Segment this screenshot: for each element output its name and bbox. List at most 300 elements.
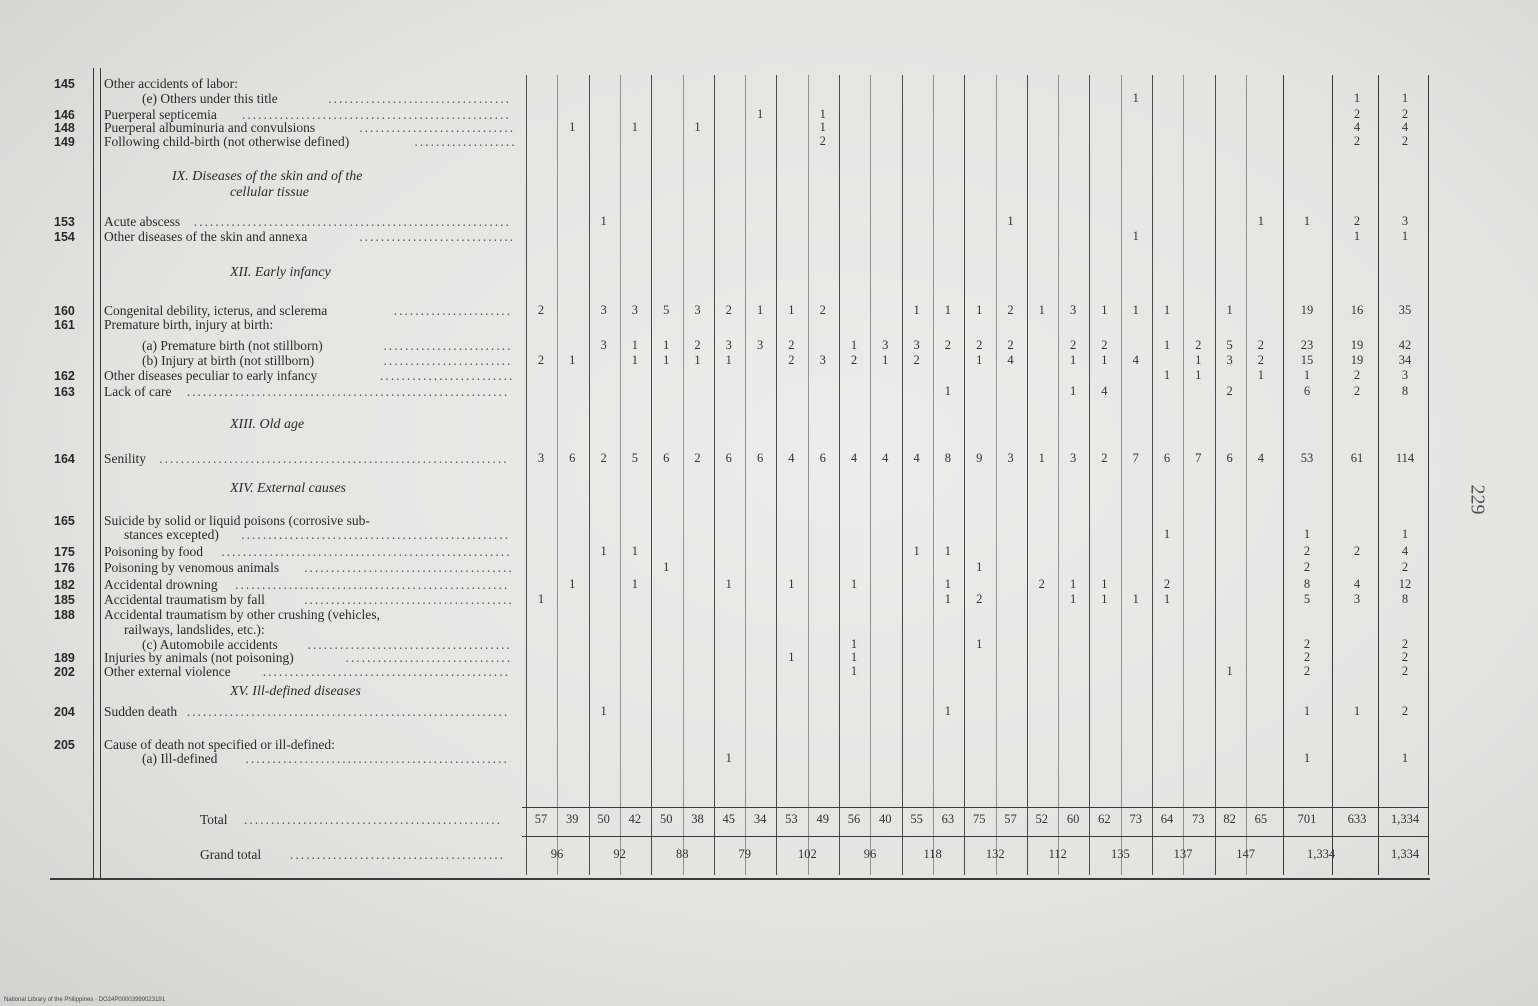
dot-leader: .............................................. xyxy=(262,664,510,679)
table-cell: 1 xyxy=(631,577,639,591)
row-number: 148 xyxy=(54,121,75,135)
total-cell: 16 xyxy=(1350,303,1364,317)
table-cell: 4 xyxy=(1101,384,1108,398)
total-cell: 1 xyxy=(1303,751,1311,765)
column-divider xyxy=(557,75,558,875)
column-divider xyxy=(1058,75,1059,875)
total-cell: 19 xyxy=(1350,353,1364,367)
total-cell: 35 xyxy=(1398,303,1412,317)
grand-total-cell: 88 xyxy=(675,847,689,861)
table-cell: 3 xyxy=(600,303,607,317)
column-divider xyxy=(870,75,871,875)
total-row-cell: 53 xyxy=(785,812,798,826)
table-cell: 1 xyxy=(1163,592,1171,606)
total-row-sum: 701 xyxy=(1297,812,1317,826)
dot-leader: ................................................... xyxy=(235,577,510,592)
total-cell: 2 xyxy=(1353,134,1361,148)
row-label: Sudden death xyxy=(104,704,178,719)
table-cell: 1 xyxy=(663,338,670,352)
row-label: Other diseases peculiar to early infancy xyxy=(104,368,318,383)
table-cell: 1 xyxy=(788,650,795,664)
row-number: 154 xyxy=(54,230,75,244)
total-row-cell: 55 xyxy=(910,812,923,826)
row-label: Senility xyxy=(104,451,147,466)
dot-leader: ....................................... xyxy=(304,560,514,575)
table-cell: 2 xyxy=(788,353,795,367)
column-divider xyxy=(1027,75,1028,875)
table-cell: 1 xyxy=(944,704,952,718)
total-cell: 19 xyxy=(1350,338,1364,352)
table-cell: 1 xyxy=(569,120,576,134)
table-cell: 2 xyxy=(1069,338,1077,352)
table-cell: 2 xyxy=(1007,303,1014,317)
table-cell: 2 xyxy=(819,134,826,148)
table-cell: 1 xyxy=(631,353,639,367)
table-cell: 1 xyxy=(1101,303,1108,317)
total-rule xyxy=(522,807,1428,808)
table-cell: 1 xyxy=(725,577,732,591)
table-cell: 1 xyxy=(663,560,670,574)
table-cell: 3 xyxy=(537,451,545,465)
table-cell: 1 xyxy=(756,303,764,317)
row-label: (a) Ill-defined xyxy=(142,751,218,766)
table-cell: 8 xyxy=(944,451,952,465)
dot-leader: ...................................................... xyxy=(221,544,512,559)
table-cell: 2 xyxy=(537,353,545,367)
table-cell: 1 xyxy=(944,303,952,317)
total-cell: 4 xyxy=(1401,544,1409,558)
table-cell: 2 xyxy=(913,353,920,367)
row-label: railways, landslides, etc.): xyxy=(124,622,265,637)
dot-leader: ............................... xyxy=(345,650,513,665)
dot-leader: ............................................................ xyxy=(186,384,510,399)
total-cell: 1 xyxy=(1303,704,1311,718)
table-cell: 1 xyxy=(1163,527,1171,541)
dot-leader: ............................. xyxy=(359,120,516,135)
total-cell: 61 xyxy=(1350,451,1364,465)
grand-total-sum: 1,334 xyxy=(1390,847,1420,861)
section-heading: XIV. External causes xyxy=(230,481,346,496)
row-number: 146 xyxy=(54,108,75,122)
total-cell: 2 xyxy=(1353,384,1361,398)
section-heading: XIII. Old age xyxy=(230,417,305,432)
table-cell: 2 xyxy=(1257,338,1265,352)
section-heading: XII. Early infancy xyxy=(230,265,331,280)
column-divider xyxy=(902,75,903,875)
table-cell: 2 xyxy=(1038,577,1045,591)
total-cell: 34 xyxy=(1398,353,1412,367)
dot-leader: ....................................... xyxy=(304,592,514,607)
table-cell: 1 xyxy=(631,338,639,352)
total-row-cell: 64 xyxy=(1160,812,1174,826)
total-cell: 8 xyxy=(1401,384,1409,398)
label-divider xyxy=(100,68,101,878)
column-divider xyxy=(964,75,965,875)
column-divider xyxy=(1183,75,1184,875)
total-cell: 5 xyxy=(1303,592,1311,606)
grand-total-cell: 96 xyxy=(863,847,877,861)
table-cell: 4 xyxy=(1132,353,1139,367)
column-divider xyxy=(620,75,621,875)
total-row-cell: 40 xyxy=(879,812,892,826)
row-label: Poisoning by food xyxy=(104,544,204,559)
total-row-sum: 633 xyxy=(1347,812,1367,826)
table-cell: 4 xyxy=(882,451,889,465)
table-cell: 2 xyxy=(1226,384,1233,398)
table-cell: 2 xyxy=(976,592,983,606)
total-cell: 1 xyxy=(1303,368,1311,382)
table-cell: 5 xyxy=(1226,338,1233,352)
column-divider xyxy=(526,75,527,875)
total-row-cell: 57 xyxy=(1004,812,1017,826)
table-cell: 1 xyxy=(1038,451,1045,465)
dot-leader: ........................................................... xyxy=(193,214,511,229)
row-label: Other accidents of labor: xyxy=(104,76,238,91)
table-cell: 1 xyxy=(1257,214,1265,228)
row-number: 189 xyxy=(54,651,75,665)
total-cell: 2 xyxy=(1401,664,1409,678)
table-cell: 3 xyxy=(1069,303,1077,317)
total-cell: 114 xyxy=(1395,451,1415,465)
table-cell: 3 xyxy=(600,338,607,352)
table-cell: 1 xyxy=(1069,577,1077,591)
total-row-cell: 49 xyxy=(816,812,829,826)
total-row-cell: 63 xyxy=(941,812,955,826)
bottom-rule xyxy=(50,878,1430,880)
table-cell: 1 xyxy=(1195,368,1202,382)
dot-leader: ........................ xyxy=(383,353,513,368)
row-label: Injuries by animals (not poisoning) xyxy=(104,650,294,665)
totals-divider xyxy=(1428,75,1429,875)
row-label: Puerperal septicemia xyxy=(104,107,217,122)
table-cell: 3 xyxy=(882,338,889,352)
table-cell: 1 xyxy=(1038,303,1045,317)
total-row-cell: 75 xyxy=(972,812,986,826)
table-cell: 1 xyxy=(725,353,732,367)
total-cell: 3 xyxy=(1353,592,1361,606)
table-cell: 1 xyxy=(663,353,670,367)
table-cell: 1 xyxy=(850,577,858,591)
column-divider xyxy=(933,75,934,875)
table-cell: 3 xyxy=(725,338,732,352)
column-divider xyxy=(1089,75,1090,875)
row-label: Poisoning by venomous animals xyxy=(104,560,280,575)
table-cell: 1 xyxy=(1226,664,1233,678)
grand-total-cell: 102 xyxy=(798,847,817,861)
total-row-cell: 34 xyxy=(753,812,767,826)
total-row-cell: 62 xyxy=(1098,812,1111,826)
total-cell: 6 xyxy=(1303,384,1311,398)
table-cell: 1 xyxy=(756,107,764,121)
table-cell: 9 xyxy=(976,451,983,465)
row-number-divider xyxy=(93,68,94,878)
row-label: Lack of care xyxy=(104,384,172,399)
table-cell: 2 xyxy=(537,303,545,317)
row-number: 160 xyxy=(54,304,75,318)
row-number: 145 xyxy=(54,77,75,91)
total-cell: 2 xyxy=(1401,704,1409,718)
row-number: 176 xyxy=(54,561,75,575)
dot-leader: ........................ xyxy=(383,338,513,353)
table-cell: 2 xyxy=(1007,338,1014,352)
table-cell: 1 xyxy=(850,664,858,678)
total-cell: 4 xyxy=(1353,120,1361,134)
total-cell: 8 xyxy=(1401,592,1409,606)
table-cell: 6 xyxy=(819,451,826,465)
total-cell: 1 xyxy=(1401,751,1409,765)
table-cell: 1 xyxy=(537,592,545,606)
section-heading: IX. Diseases of the skin and of the xyxy=(172,169,363,184)
table-cell: 3 xyxy=(694,303,701,317)
total-cell: 15 xyxy=(1300,353,1314,367)
table-cell: 2 xyxy=(600,451,607,465)
table-cell: 1 xyxy=(600,544,607,558)
row-number: 185 xyxy=(54,593,75,607)
total-row-cell: 42 xyxy=(628,812,642,826)
row-number: 162 xyxy=(54,369,75,383)
table-cell: 6 xyxy=(725,451,732,465)
row-label: Other diseases of the skin and annexa xyxy=(104,229,308,244)
grand-total-cell: 79 xyxy=(738,847,752,861)
table-cell: 1 xyxy=(976,353,983,367)
table-cell: 1 xyxy=(1132,229,1139,243)
row-label: Congenital debility, icterus, and sclerema xyxy=(104,303,328,318)
table-cell: 1 xyxy=(976,303,983,317)
table-cell: 1 xyxy=(1163,338,1171,352)
table-cell: 1 xyxy=(850,338,858,352)
total-cell: 1 xyxy=(1401,229,1409,243)
total-row-cell: 57 xyxy=(534,812,548,826)
table-cell: 2 xyxy=(1101,338,1108,352)
table-cell: 1 xyxy=(944,544,952,558)
total-cell: 2 xyxy=(1353,214,1361,228)
total-cell: 1 xyxy=(1353,704,1361,718)
table-cell: 1 xyxy=(944,592,952,606)
table-cell: 4 xyxy=(913,451,920,465)
total-cell: 3 xyxy=(1401,368,1409,382)
table-cell: 1 xyxy=(1132,303,1139,317)
totals-divider xyxy=(1332,75,1333,875)
row-number: 149 xyxy=(54,135,75,149)
total-cell: 1 xyxy=(1303,527,1311,541)
table-cell: 2 xyxy=(694,451,701,465)
table-cell: 1 xyxy=(1132,592,1139,606)
table-cell: 2 xyxy=(1101,451,1108,465)
table-cell: 2 xyxy=(819,303,826,317)
total-cell: 2 xyxy=(1401,650,1409,664)
table-cell: 1 xyxy=(600,214,607,228)
column-divider xyxy=(996,75,997,875)
row-label: (b) Injury at birth (not stillborn) xyxy=(142,353,315,368)
table-cell: 5 xyxy=(663,303,670,317)
dot-leader: ............................. xyxy=(359,229,516,244)
row-label: Puerperal albuminuria and convulsions xyxy=(104,120,316,135)
table-cell: 1 xyxy=(569,577,576,591)
total-row-cell: 60 xyxy=(1066,812,1080,826)
table-cell: 4 xyxy=(850,451,858,465)
table-cell: 1 xyxy=(882,353,889,367)
row-number: 202 xyxy=(54,665,75,679)
table-cell: 1 xyxy=(944,384,952,398)
table-cell: 4 xyxy=(1257,451,1265,465)
table-cell: 1 xyxy=(1101,577,1108,591)
table-cell: 2 xyxy=(788,338,795,352)
total-cell: 19 xyxy=(1300,303,1314,317)
table-cell: 6 xyxy=(1226,451,1233,465)
row-label: Accidental traumatism by other crushing (vehicles, xyxy=(104,607,380,622)
total-label: Total xyxy=(200,812,228,827)
table-cell: 1 xyxy=(1195,353,1202,367)
total-cell: 1 xyxy=(1353,229,1361,243)
table-cell: 1 xyxy=(569,353,576,367)
grand-total-cell: 132 xyxy=(985,847,1005,861)
totals-divider xyxy=(1378,75,1379,875)
column-divider xyxy=(1152,75,1153,875)
row-number: 163 xyxy=(54,385,75,399)
row-number: 161 xyxy=(54,318,75,332)
row-label: Other external violence xyxy=(104,664,231,679)
total-cell: 8 xyxy=(1303,577,1311,591)
table-cell: 1 xyxy=(1163,368,1171,382)
grand-total-sum: 1,334 xyxy=(1306,847,1336,861)
table-cell: 1 xyxy=(694,120,701,134)
table-cell: 1 xyxy=(631,120,639,134)
dot-leader: ......................... xyxy=(380,368,515,383)
total-cell: 53 xyxy=(1300,451,1314,465)
total-cell: 2 xyxy=(1303,664,1311,678)
column-divider xyxy=(839,75,840,875)
table-cell: 3 xyxy=(631,303,639,317)
column-divider xyxy=(776,75,777,875)
total-cell: 1 xyxy=(1401,527,1409,541)
grand-total-rule xyxy=(522,836,1428,837)
grand-total-cell: 112 xyxy=(1048,847,1067,861)
column-divider xyxy=(745,75,746,875)
footer-credit: National Library of the Philippines · DO24P00003999023191 xyxy=(4,997,166,1003)
table-cell: 7 xyxy=(1132,451,1139,465)
total-row-cell: 50 xyxy=(597,812,610,826)
total-cell: 4 xyxy=(1353,577,1361,591)
total-row-cell: 73 xyxy=(1192,812,1205,826)
total-cell: 3 xyxy=(1401,214,1409,228)
table-cell: 1 xyxy=(725,751,732,765)
column-divider xyxy=(589,75,590,875)
table-cell: 2 xyxy=(976,338,983,352)
row-label: Premature birth, injury at birth: xyxy=(104,317,274,332)
column-divider xyxy=(1121,75,1122,875)
total-row-cell: 65 xyxy=(1254,812,1268,826)
table-cell: 1 xyxy=(913,303,920,317)
table-cell: 1 xyxy=(819,120,826,134)
column-divider xyxy=(1215,75,1216,875)
row-label: (a) Premature birth (not stillborn) xyxy=(142,338,323,353)
table-cell: 3 xyxy=(1226,353,1233,367)
row-label: Accidental drowning xyxy=(104,577,218,592)
table-cell: 1 xyxy=(600,704,607,718)
row-label: (e) Others under this title xyxy=(142,91,278,106)
table-cell: 1 xyxy=(1101,353,1108,367)
table-cell: 1 xyxy=(944,577,952,591)
dot-leader: ...................................... xyxy=(307,637,512,652)
total-row-sum: 1,334 xyxy=(1390,812,1420,826)
dot-leader: ............................................................ xyxy=(186,704,510,719)
table-cell: 5 xyxy=(631,451,639,465)
total-cell: 2 xyxy=(1303,637,1311,651)
table-cell: 6 xyxy=(663,451,670,465)
row-number: 182 xyxy=(54,578,75,592)
grand-total-cell: 92 xyxy=(613,847,626,861)
dot-leader: ................... xyxy=(414,134,517,149)
total-cell: 2 xyxy=(1401,637,1409,651)
row-label: Suicide by solid or liquid poisons (corrosive sub- xyxy=(104,513,370,528)
table-cell: 1 xyxy=(850,637,858,651)
total-cell: 1 xyxy=(1401,91,1409,105)
dot-leader: .................................................. xyxy=(241,527,511,542)
grand-total-cell: 96 xyxy=(550,847,564,861)
table-cell: 1 xyxy=(631,544,639,558)
grand-total-cell: 118 xyxy=(923,847,942,861)
total-cell: 2 xyxy=(1401,560,1409,574)
total-cell: 12 xyxy=(1398,577,1412,591)
grand-total-cell: 137 xyxy=(1173,847,1193,861)
total-cell: 2 xyxy=(1353,544,1361,558)
row-number: 175 xyxy=(54,545,75,559)
section-heading: XV. Ill-defined diseases xyxy=(230,684,361,699)
row-label: (c) Automobile accidents xyxy=(142,637,278,652)
table-cell: 1 xyxy=(694,353,701,367)
total-row-cell: 52 xyxy=(1035,812,1049,826)
table-cell: 1 xyxy=(1132,91,1139,105)
total-cell: 2 xyxy=(1303,560,1311,574)
dot-leader: ...................... xyxy=(393,303,513,318)
dot-leader: ................................................ xyxy=(244,812,502,827)
dot-leader: ................................................................. xyxy=(159,451,509,466)
row-label: Cause of death not specified or ill-defined: xyxy=(104,737,335,752)
total-cell: 2 xyxy=(1353,107,1361,121)
table-cell: 1 xyxy=(976,560,983,574)
column-divider xyxy=(1246,75,1247,875)
table-cell: 3 xyxy=(756,338,764,352)
dot-leader: ................................................. xyxy=(245,751,509,766)
table-cell: 1 xyxy=(819,107,826,121)
table-cell: 1 xyxy=(1257,368,1265,382)
total-row-cell: 38 xyxy=(691,812,704,826)
table-cell: 4 xyxy=(788,451,795,465)
dot-leader: .................................. xyxy=(328,91,512,106)
table-cell: 3 xyxy=(913,338,920,352)
total-row-cell: 73 xyxy=(1129,812,1142,826)
total-cell: 1 xyxy=(1353,91,1361,105)
table-cell: 6 xyxy=(1163,451,1171,465)
row-number: 205 xyxy=(54,738,75,752)
table-cell: 2 xyxy=(694,338,701,352)
table-cell: 1 xyxy=(1226,303,1233,317)
section-heading: cellular tissue xyxy=(230,185,309,200)
total-cell: 1 xyxy=(1303,214,1311,228)
total-cell: 2 xyxy=(1303,650,1311,664)
table-cell: 1 xyxy=(976,637,983,651)
table-cell: 3 xyxy=(819,353,826,367)
table-cell: 7 xyxy=(1195,451,1202,465)
grand-total-cell: 135 xyxy=(1111,847,1130,861)
table-cell: 1 xyxy=(1163,303,1171,317)
dot-leader: .................................................. xyxy=(242,107,511,122)
table-cell: 6 xyxy=(569,451,576,465)
total-cell: 42 xyxy=(1398,338,1412,352)
row-number: 188 xyxy=(54,608,75,622)
row-number: 153 xyxy=(54,215,75,229)
table-cell: 1 xyxy=(788,577,795,591)
